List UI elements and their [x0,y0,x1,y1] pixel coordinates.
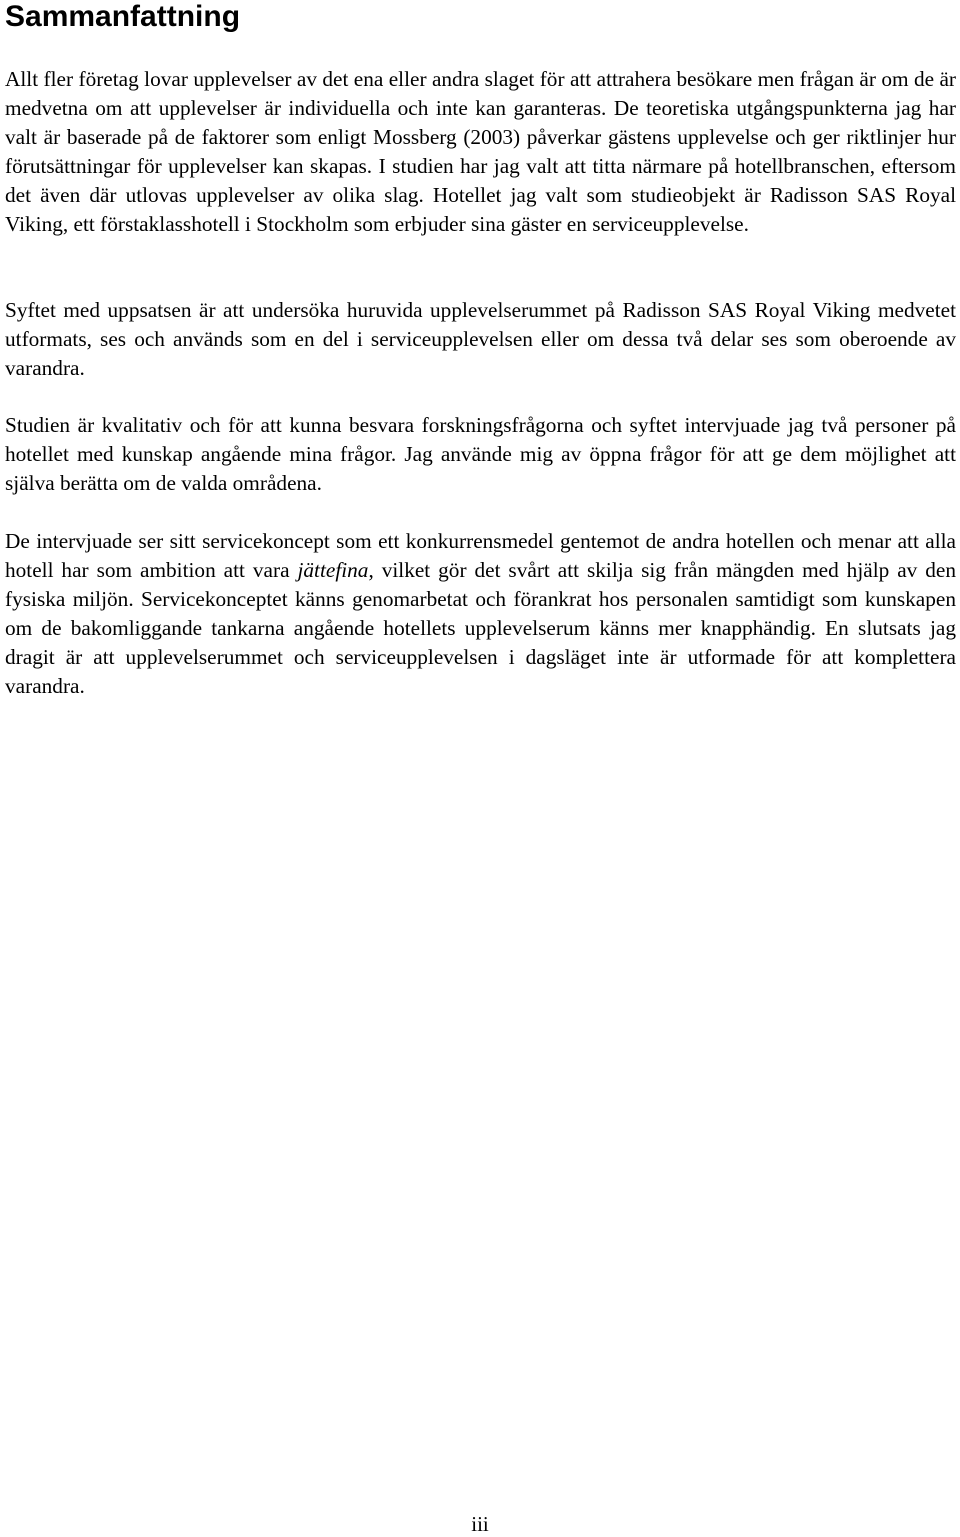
paragraph-4-text-before: De intervjuade ser sitt servicekoncept som ett konkurrensmedel gentemot de andra hotellen och menar att alla hotell har som ambition att vara [5,529,956,582]
paragraph-4-italic-word: jättefina [297,558,369,582]
page-title: Sammanfattning [5,0,241,33]
page-number: iii [471,1512,489,1536]
paragraph-4-text-after: , vilket gör det svårt att skilja sig från mängden med hjälp av den fysiska miljön. Servicekonceptet känns genomarbetat och förankrat hos personalen samtidigt som kunskapen om de bakomliggande tankarna angående hotellets upplevelserum känns mer knapphändig. En slutsats jag dragit är att upplevelserummet och serviceupplevelsen i dagsläget inte är utformade för att komplettera varandra. [5,558,956,698]
paragraph-4 [5,527,956,701]
paragraph-2: Syftet med uppsatsen är att undersöka huruvida upplevelserummet på Radisson SAS Royal Viking medvetet utformats, ses och används som en del i serviceupplevelsen eller om dessa två delar ses som oberoende av varandra. [5,298,956,380]
paragraph-1: Allt fler företag lovar upplevelser av det ena eller andra slaget för att attrahera besökare men frågan är om de är medvetna om att upplevelser är individuella och inte kan garanteras. De teoretiska utgångspunkterna jag har valt är baserade på de faktorer som enligt Mossberg (2003) påverkar gästens upplevelse och ger riktlinjer hur förutsättningar för upplevelser kan skapas. I studien har jag valt att titta närmare på hotellbranschen, eftersom det även där utlovas upplevelser av olika slag. Hotellet jag valt som studieobjekt är Radisson SAS Royal Viking, ett förstaklasshotell i Stockholm som erbjuder sina gäster en serviceupplevelse. [5,67,956,236]
paragraph-3: Studien är kvalitativ och för att kunna besvara forskningsfrågorna och syftet intervjuade jag två personer på hotellet med kunskap angående mina frågor. Jag använde mig av öppna frågor för att ge dem möjlighet att själva berätta om de valda områdena. [5,413,956,495]
